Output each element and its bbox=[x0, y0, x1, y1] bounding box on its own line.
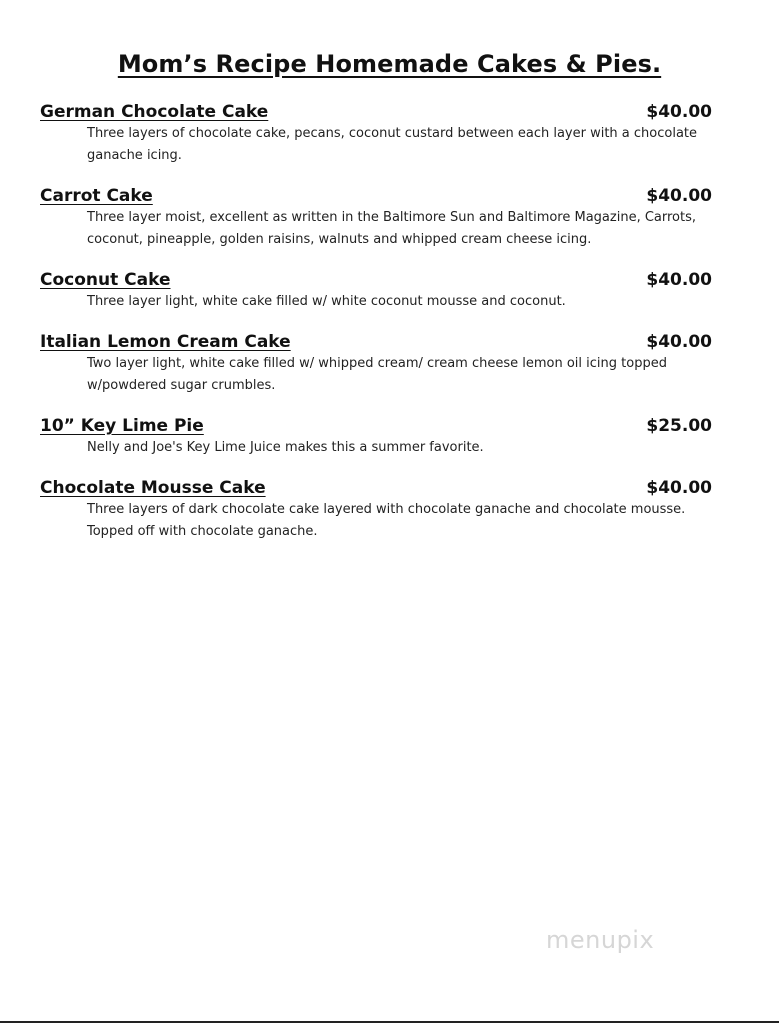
menu-item-price: $40.00 bbox=[646, 478, 712, 498]
menu-item-header bbox=[40, 415, 712, 437]
menu-item-name: Italian Lemon Cream Cake bbox=[40, 332, 291, 352]
menu-item bbox=[40, 415, 740, 459]
menu-item-description: Nelly and Joe's Key Lime Juice makes this a summer favorite. bbox=[87, 440, 484, 455]
menu-item-description: Three layer light, white cake filled w/ white coconut mousse and coconut. bbox=[87, 294, 566, 309]
menu-item-price: $40.00 bbox=[646, 186, 712, 206]
menu-item-header bbox=[40, 269, 712, 291]
menu-item-name: Carrot Cake bbox=[40, 186, 153, 206]
bottom-divider bbox=[0, 1021, 779, 1023]
menu-item-description: Two layer light, white cake filled w/ whipped cream/ cream cheese lemon oil icing topped w/powdered sugar crumbles. bbox=[87, 356, 667, 393]
menu-item-description: Three layers of chocolate cake, pecans, coconut custard between each layer with a chocolate ganache icing. bbox=[87, 126, 698, 163]
menu-item bbox=[40, 331, 740, 397]
menu-title: Mom’s Recipe Homemade Cakes & Pies. bbox=[117, 50, 662, 78]
menu-item-name: German Chocolate Cake bbox=[40, 102, 269, 122]
menu-item-price: $40.00 bbox=[646, 270, 712, 290]
menu-item-header bbox=[40, 185, 712, 207]
menu-item-description: Three layers of dark chocolate cake layered with chocolate ganache and chocolate mousse. Topped off with chocolate ganache. bbox=[87, 502, 686, 539]
menu-item bbox=[40, 101, 740, 167]
menu-item-name: Chocolate Mousse Cake bbox=[40, 478, 266, 498]
menu-list bbox=[40, 101, 740, 561]
menu-item-header bbox=[40, 331, 712, 353]
menu-item-header bbox=[40, 101, 712, 123]
menu-item-price: $40.00 bbox=[646, 102, 712, 122]
menu-item-price: $25.00 bbox=[646, 416, 712, 436]
menu-item-header bbox=[40, 477, 712, 499]
menu-item-price: $40.00 bbox=[646, 332, 712, 352]
menu-item-name: 10” Key Lime Pie bbox=[40, 416, 204, 436]
menu-item bbox=[40, 185, 740, 251]
menu-item bbox=[40, 269, 740, 313]
menu-item bbox=[40, 477, 740, 543]
menu-item-description: Three layer moist, excellent as written in the Baltimore Sun and Baltimore Magazine, Carrots, coconut, pineapple, golden raisins, walnuts and whipped cream cheese icing. bbox=[87, 210, 697, 247]
menu-item-name: Coconut Cake bbox=[40, 270, 171, 290]
menupix-watermark: menupix bbox=[546, 926, 655, 954]
